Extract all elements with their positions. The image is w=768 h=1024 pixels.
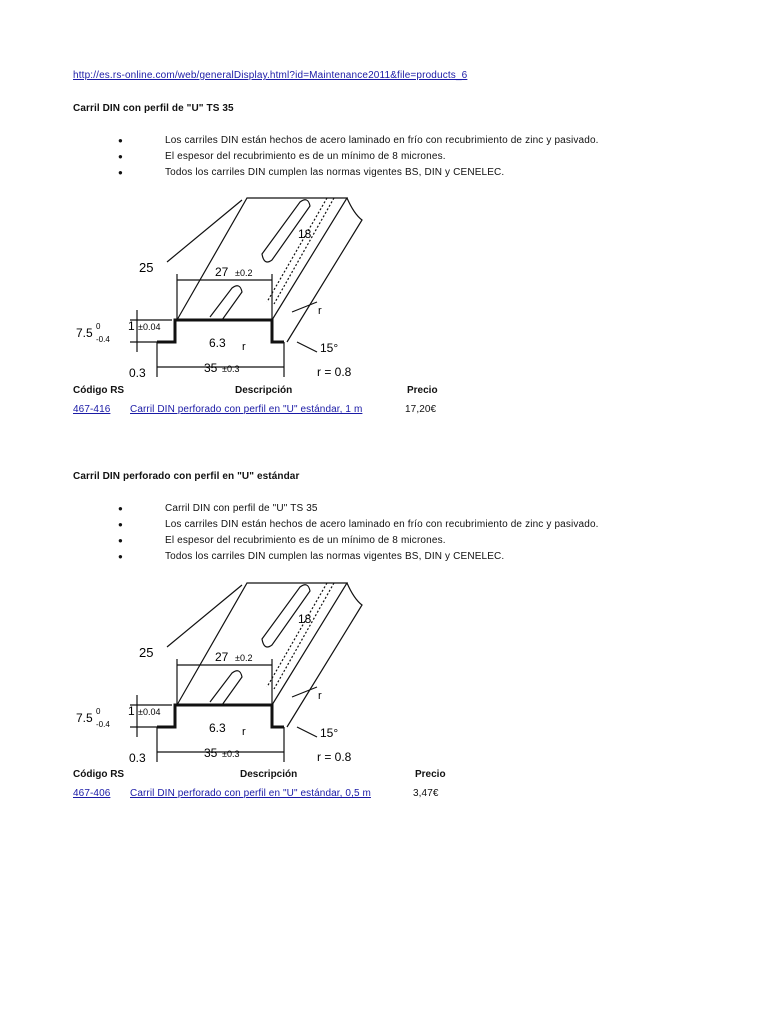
dim-thickness-label: 0.3 xyxy=(129,366,146,380)
dim-height-tol-upper: 0 xyxy=(96,322,101,331)
dim-angle-label: 15° xyxy=(320,341,339,355)
list-item xyxy=(118,534,599,550)
dim-step-tol-label: ±0.04 xyxy=(138,707,161,717)
dim-inner-width-label: 27 xyxy=(215,650,229,664)
bullet-text: El espesor del recubrimiento es de un mínimo de 8 micrones. xyxy=(165,535,446,546)
dim-radius-value-label: r = 0.8 xyxy=(317,365,352,379)
dim-slot-length-label: 18 xyxy=(298,612,312,626)
dim-radius-value-label: r = 0.8 xyxy=(317,750,352,764)
bullet-icon: ● xyxy=(118,520,123,529)
table-1-header-price: Precio xyxy=(407,385,438,396)
dim-step-label: 1 xyxy=(128,319,135,333)
section-1-title: Carril DIN con perfil de "U" TS 35 xyxy=(73,103,234,114)
din-rail-diagram-2 xyxy=(72,577,372,767)
bullet-text: Carril DIN con perfil de "U" TS 35 xyxy=(165,503,318,514)
bullet-icon: ● xyxy=(118,168,123,177)
bullet-text: El espesor del recubrimiento es de un mínimo de 8 micrones. xyxy=(165,151,446,162)
dim-height-tol-upper: 0 xyxy=(96,707,101,716)
dim-inner-tol-label: ±0.2 xyxy=(235,268,253,278)
dim-thickness-label: 0.3 xyxy=(129,751,146,765)
bullet-text: Todos los carriles DIN cumplen las normas vigentes BS, DIN y CENELEC. xyxy=(165,167,505,178)
list-item xyxy=(118,502,599,518)
section-2-title: Carril DIN perforado con perfil en "U" estándar xyxy=(73,471,300,482)
dim-radius-symbol-1: r xyxy=(242,341,246,353)
dim-outer-tol-label: ±0.3 xyxy=(222,364,240,374)
bullet-text: Los carriles DIN están hechos de acero laminado en frío con recubrimiento de zinc y pasivado. xyxy=(165,135,599,146)
dim-slot-width-label: 6.3 xyxy=(209,721,226,735)
source-url-link[interactable]: http://es.rs-online.com/web/generalDisplay.html?id=Maintenance2011&file=products_6 xyxy=(73,70,468,81)
list-item xyxy=(118,518,599,534)
product-price: 17,20€ xyxy=(405,404,437,415)
dim-inner-width-label: 27 xyxy=(215,265,229,279)
dim-radius-symbol-1: r xyxy=(242,726,246,738)
dim-outer-width-label: 35 xyxy=(204,746,218,760)
list-item xyxy=(118,134,599,150)
bullet-icon: ● xyxy=(118,152,123,161)
dim-outer-tol-label: ±0.3 xyxy=(222,749,240,759)
dim-height-label: 7.5 xyxy=(76,326,93,340)
product-price: 3,47€ xyxy=(413,788,439,799)
dim-radius-symbol-2: r xyxy=(318,690,322,702)
table-1-header-code: Código RS xyxy=(73,385,125,396)
dim-step-tol-label: ±0.04 xyxy=(138,322,161,332)
dim-slot-width-label: 6.3 xyxy=(209,336,226,350)
table-2-header-price: Precio xyxy=(415,769,446,780)
product-description-link[interactable]: Carril DIN perforado con perfil en "U" estándar, 0,5 m xyxy=(130,788,371,799)
dim-height-tol-lower: -0.4 xyxy=(96,335,110,344)
dim-height-tol-lower: -0.4 xyxy=(96,720,110,729)
bullet-text: Todos los carriles DIN cumplen las normas vigentes BS, DIN y CENELEC. xyxy=(165,551,505,562)
product-code-link[interactable]: 467-416 xyxy=(73,404,111,415)
list-item xyxy=(118,550,599,566)
dim-slot-length-label: 18 xyxy=(298,227,312,241)
dim-inner-tol-label: ±0.2 xyxy=(235,653,253,663)
dim-step-label: 1 xyxy=(128,704,135,718)
dim-radius-symbol-2: r xyxy=(318,305,322,317)
dim-outer-width-label: 35 xyxy=(204,361,218,375)
table-2-header-description: Descripción xyxy=(240,769,298,780)
bullet-text: Los carriles DIN están hechos de acero laminado en frío con recubrimiento de zinc y pasivado. xyxy=(165,519,599,530)
dim-height-label: 7.5 xyxy=(76,711,93,725)
dim-depth-label: 25 xyxy=(139,645,154,660)
product-code-link[interactable]: 467-406 xyxy=(73,788,111,799)
dim-depth-label: 25 xyxy=(139,260,154,275)
dim-angle-label: 15° xyxy=(320,726,339,740)
bullet-icon: ● xyxy=(118,504,123,513)
table-2-header-code: Código RS xyxy=(73,769,125,780)
bullet-icon: ● xyxy=(118,552,123,561)
section-1-bullet-list xyxy=(118,134,599,182)
list-item xyxy=(118,166,599,182)
product-description-link[interactable]: Carril DIN perforado con perfil en "U" estándar, 1 m xyxy=(130,404,363,415)
bullet-icon: ● xyxy=(118,536,123,545)
section-2-bullet-list xyxy=(118,502,599,566)
bullet-icon: ● xyxy=(118,136,123,145)
table-1-header-description: Descripción xyxy=(235,385,293,396)
din-rail-diagram-1 xyxy=(72,192,372,382)
list-item xyxy=(118,150,599,166)
